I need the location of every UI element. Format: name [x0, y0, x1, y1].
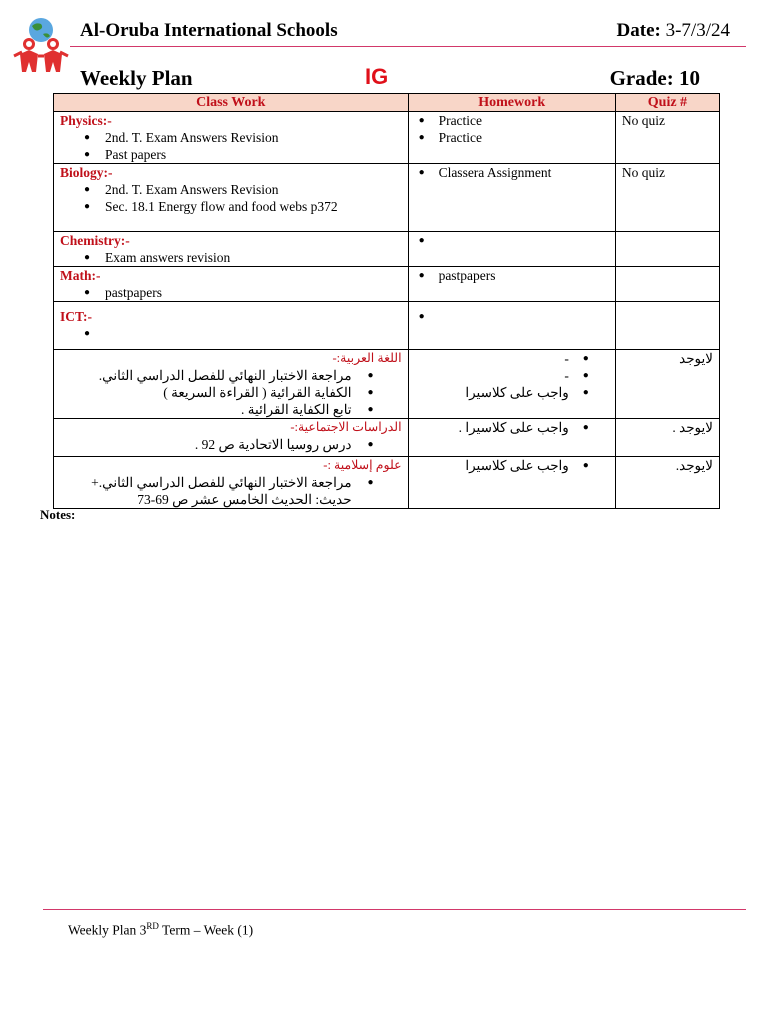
table-header-row	[54, 94, 720, 112]
math-homework	[408, 267, 615, 302]
list-item: ● Practice	[415, 112, 609, 129]
islamic-quiz: لايوجد.	[615, 457, 719, 509]
school-logo	[12, 16, 70, 76]
list-item: ● pastpapers	[60, 284, 402, 301]
islamic-classwork	[54, 457, 409, 509]
school-name: Al-Oruba International Schools	[80, 20, 338, 41]
subject-ict: ICT:-	[60, 309, 92, 324]
arabic-classwork	[54, 350, 409, 419]
table-row-biology	[54, 164, 720, 232]
header-classwork: Class Work	[54, 94, 409, 112]
list-item: ● مراجعة الاختبار النهائي للفصل الدراسي الثاني.	[60, 367, 402, 384]
table-row-arabic	[54, 350, 720, 419]
ict-classwork	[54, 302, 409, 350]
subject-islamic: علوم إسلامية :-	[323, 458, 402, 472]
program-label: IG	[365, 64, 389, 89]
math-quiz	[615, 267, 719, 302]
list-item: ● Classera Assignment	[415, 164, 609, 181]
list-item: ● pastpapers	[415, 267, 609, 284]
biology-homework	[408, 164, 615, 232]
footer-divider	[43, 909, 746, 910]
chemistry-quiz	[615, 232, 719, 267]
social-classwork	[54, 419, 409, 457]
table-row-math	[54, 267, 720, 302]
plan-title: Weekly Plan	[80, 66, 193, 90]
physics-classwork	[54, 112, 409, 164]
biology-classwork	[54, 164, 409, 232]
math-classwork	[54, 267, 409, 302]
weekly-plan-table	[53, 93, 720, 509]
chemistry-homework	[408, 232, 615, 267]
list-item: ● 2nd. T. Exam Answers Revision	[60, 129, 402, 146]
table-row-physics	[54, 112, 720, 164]
table-row-chemistry	[54, 232, 720, 267]
chemistry-classwork	[54, 232, 409, 267]
list-item: ● -	[415, 367, 609, 384]
header-homework: Homework	[408, 94, 615, 112]
list-item: ● Sec. 18.1 Energy flow and food webs p372	[60, 198, 402, 215]
physics-homework	[408, 112, 615, 164]
date: Date: 3-7/3/24	[616, 20, 730, 41]
ict-homework	[408, 302, 615, 350]
list-item: ● مراجعة الاختبار النهائي للفصل الدراسي الثاني.+ حديث: الحديث الخامس عشر ص 69-73	[60, 474, 402, 508]
table-row-ict	[54, 302, 720, 350]
ict-quiz	[615, 302, 719, 350]
header-divider	[70, 46, 746, 47]
list-item: ● Past papers	[60, 146, 402, 163]
islamic-homework	[408, 457, 615, 509]
list-item: ● واجب على كلاسيرا .	[415, 419, 609, 436]
subject-chemistry: Chemistry:-	[60, 233, 130, 248]
grade-label: Grade: 10	[609, 66, 700, 90]
table-row-islamic	[54, 457, 720, 509]
list-item: ● Practice	[415, 129, 609, 146]
footer-text: Weekly Plan 3RD Term – Week (1)	[68, 921, 254, 938]
social-quiz: لايوجد .	[615, 419, 719, 457]
social-homework	[408, 419, 615, 457]
list-item: ● الكفاية القرائية ( القراءة السريعة )	[60, 384, 402, 401]
list-item: ● واجب على كلاسيرا	[415, 384, 609, 401]
subject-social: الدراسات الاجتماعية:-	[290, 420, 402, 434]
globe-icon	[29, 18, 53, 42]
table-row-social	[54, 419, 720, 457]
list-item: ● Exam answers revision	[60, 249, 402, 266]
list-item: ● واجب على كلاسيرا	[415, 457, 609, 474]
header-quiz: Quiz #	[615, 94, 719, 112]
notes-label: Notes:	[40, 507, 76, 522]
list-item: ● تابع الكفاية القرائية .	[60, 401, 402, 418]
arabic-homework	[408, 350, 615, 419]
list-item: ● 2nd. T. Exam Answers Revision	[60, 181, 402, 198]
subject-physics: Physics:-	[60, 113, 112, 128]
physics-quiz: No quiz	[615, 112, 719, 164]
biology-quiz: No quiz	[615, 164, 719, 232]
arabic-quiz: لايوجد	[615, 350, 719, 419]
list-item: ● -	[415, 350, 609, 367]
subject-math: Math:-	[60, 268, 101, 283]
subject-arabic: اللغة العربية:-	[332, 351, 402, 365]
list-item: ● درس روسيا الاتحادية ص 92 .	[60, 436, 402, 453]
subject-biology: Biology:-	[60, 165, 113, 180]
